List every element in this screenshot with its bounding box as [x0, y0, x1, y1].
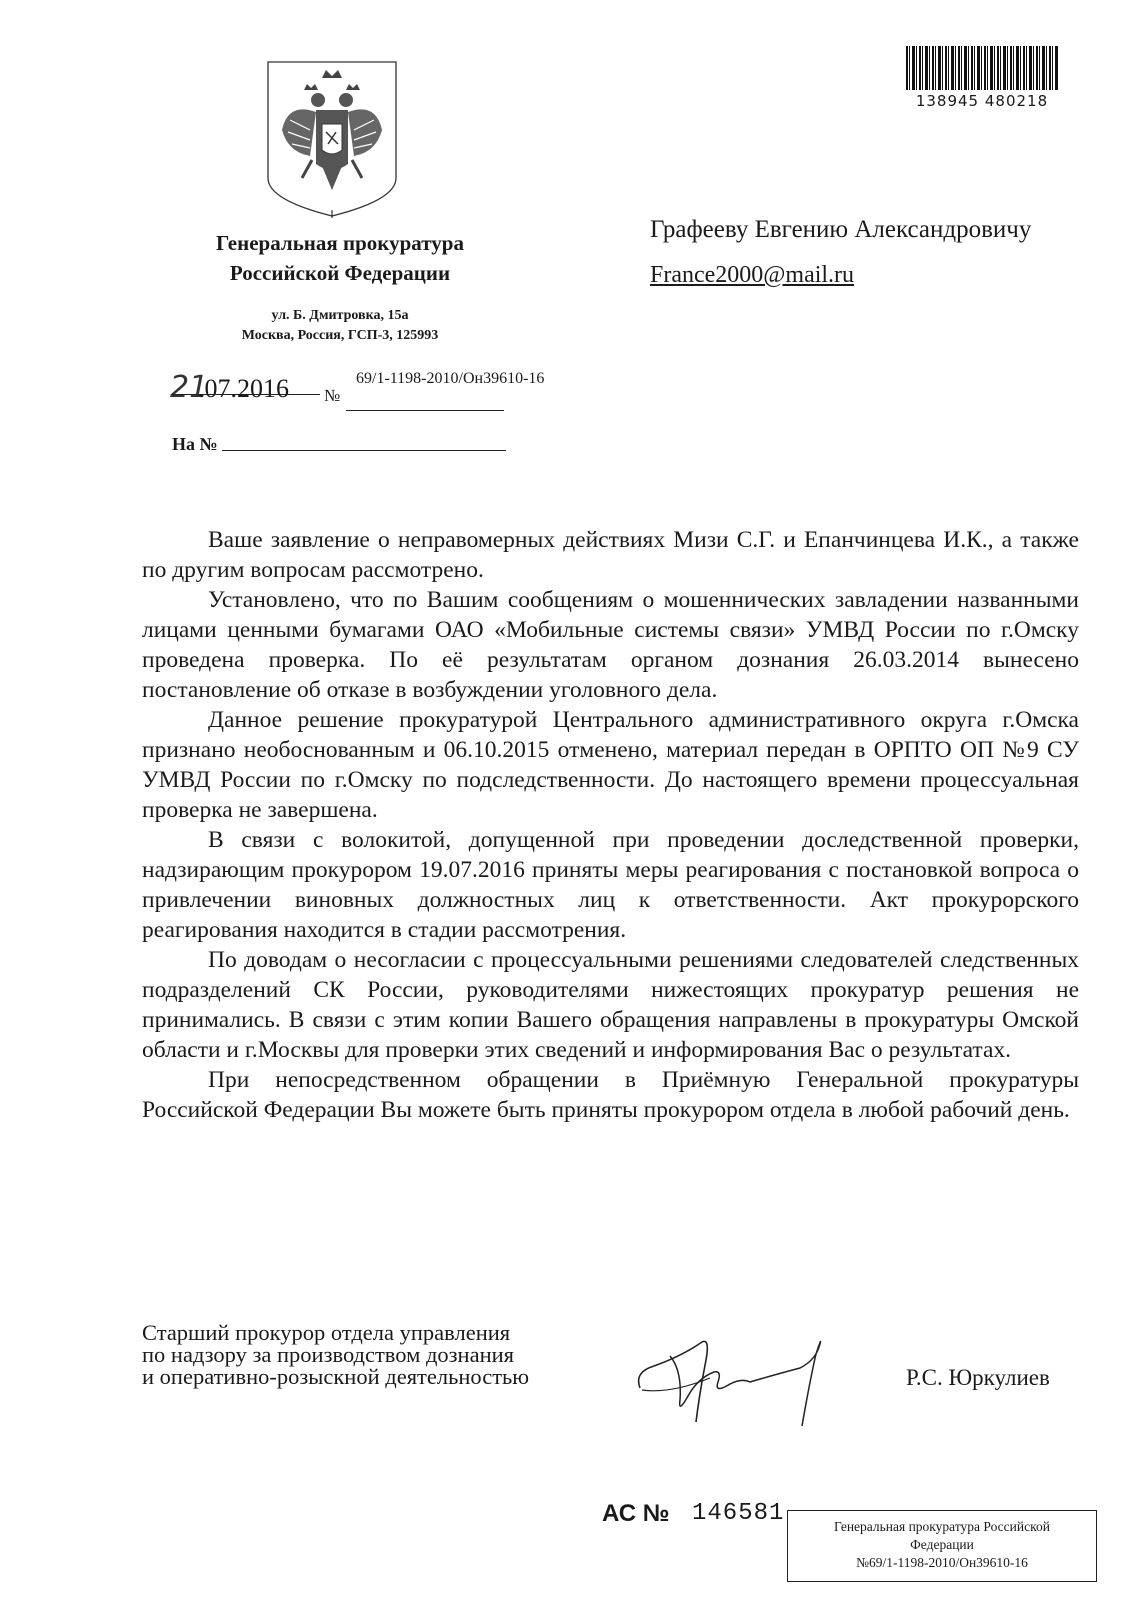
- signatory-title-line3: и оперативно-розыскной деятельностью: [142, 1364, 530, 1389]
- stamp-line1: Генеральная прокуратура Российской: [834, 1519, 1050, 1534]
- ac-number: 146581: [692, 1500, 785, 1527]
- signatory-title-line2: по надзору за производством дознания: [142, 1342, 515, 1367]
- signatory-title: [142, 1322, 612, 1388]
- body-paragraph: При непосредственном обращении в Приёмную Генеральной прокуратуры Российской Федерации Вы можете быть приняты прокурором отдела в любой рабочий день.: [142, 1067, 1079, 1123]
- number-label: №: [324, 386, 341, 405]
- ac-label: АС №: [602, 1500, 670, 1527]
- stamp-line3: №69/1-1198-2010/Он39610-16: [856, 1555, 1028, 1570]
- letter-body: [142, 525, 1079, 1125]
- barcode-number: 138945 480218: [915, 92, 1049, 110]
- russian-coat-of-arms-icon: [266, 60, 398, 220]
- reply-to-label: На №: [172, 434, 218, 454]
- registration-stamp: [787, 1510, 1097, 1582]
- barcode-bars: [906, 46, 1058, 90]
- signatory-name: Р.С. Юркулиев: [906, 1365, 1050, 1390]
- sender-org-line2: Российской Федерации: [229, 261, 451, 285]
- date-underline: [172, 394, 320, 395]
- sender-address-line1: ул. Б. Дмитровка, 15а: [271, 308, 409, 323]
- date-handwritten: 21: [170, 370, 209, 405]
- sender-address-line2: Москва, Россия, ГСП-3, 125993: [241, 328, 439, 343]
- reply-to-underline: [222, 450, 506, 451]
- stamp-line2: Федерации: [910, 1537, 974, 1552]
- body-paragraph: Установлено, что по Вашим сообщениям о мошеннических завладении названными лицами ценными бумагами ОАО «Мобильные системы связи» УМВД России по г.Омску проведена проверка. По её результатам органом дознания 26.03.2014 вынесено постановление об отказе в возбуждении уголовного дела.: [142, 587, 1079, 703]
- sender-org-line1: Генеральная прокуратура: [216, 231, 464, 255]
- handwritten-signature: [630, 1330, 850, 1430]
- body-paragraph: В связи с волокитой, допущенной при проведении доследственной проверки, надзирающим прокурором 19.07.2016 приняты меры реагирования с постановкой вопроса о привлечении виновных должностных лиц к ответственности. Акт прокурорского реагирования находится в стадии рассмотрения.: [142, 827, 1079, 943]
- body-paragraph: Ваше заявление о неправомерных действиях Мизи С.Г. и Епанчинцева И.К., а также по другим вопросам рассмотрено.: [142, 527, 1079, 583]
- body-paragraph: Данное решение прокуратурой Центрального административного округа г.Омска признано необоснованным и 06.10.2015 отменено, материал передан в ОРПТО ОП №9 СУ УМВД России по г.Омску по подследственности. До настоящего времени процессуальная проверка не завершена.: [142, 707, 1079, 823]
- outgoing-number: 69/1-1198-2010/Он39610-16: [356, 370, 545, 387]
- recipient-email: France2000@mail.ru: [650, 262, 855, 288]
- signatory-title-line1: Старший прокурор отдела управления: [142, 1320, 511, 1345]
- date-printed: .07.2016: [198, 374, 289, 403]
- body-paragraph: По доводам о несогласии с процессуальными решениями следователей следственных подразделений СК России, руководителями нижестоящих прокуратур решения не принимались. В связи с этим копии Вашего обращения направлены в прокуратуры Омской области и г.Москвы для проверки этих сведений и информирования Вас о результатах.: [142, 947, 1079, 1063]
- recipient-name: Графееву Евгению Александровичу: [650, 216, 1032, 243]
- number-underline: [346, 410, 504, 411]
- barcode: [906, 46, 1058, 112]
